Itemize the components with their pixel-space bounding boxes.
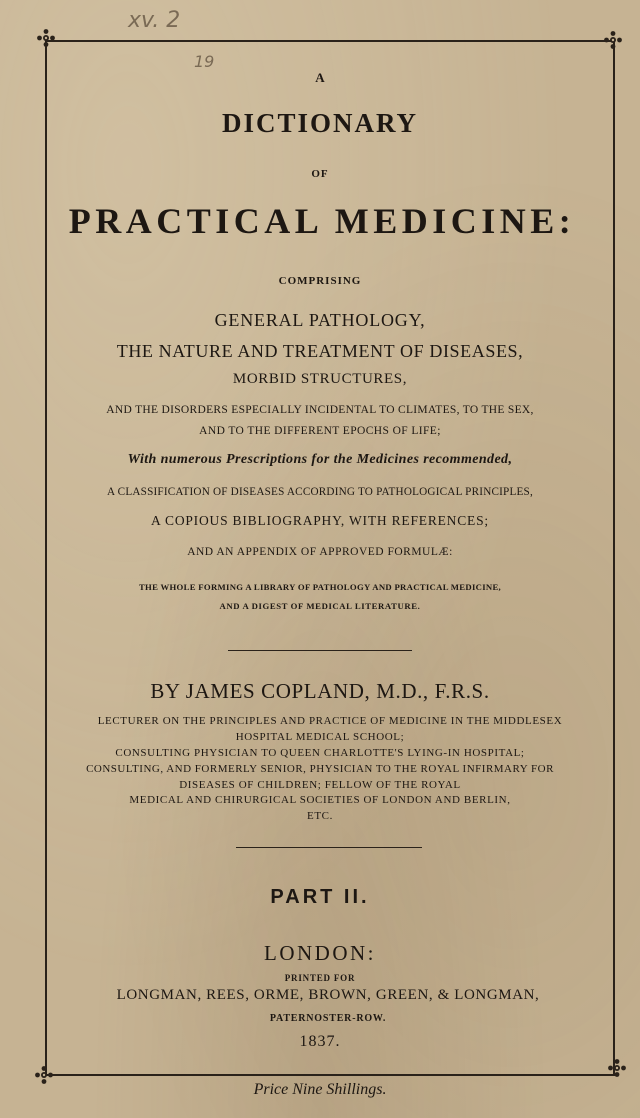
- corner-ornament-icon: [607, 1058, 627, 1078]
- title-line-9: AND AN APPENDIX OF APPROVED FORMULÆ:: [187, 546, 453, 558]
- author-credential-3: CONSULTING PHYSICIAN TO QUEEN CHARLOTTE'S LYING-IN HOSPITAL;: [115, 747, 525, 759]
- imprint-printed-for: PRINTED FOR: [284, 973, 356, 983]
- title-main: DICTIONARY: [221, 108, 419, 138]
- title-article: A: [315, 70, 325, 85]
- title-of: OF: [311, 168, 329, 180]
- pencil-number: 19: [194, 52, 215, 71]
- title-line-8: A COPIOUS BIBLIOGRAPHY, WITH REFERENCES;: [151, 513, 489, 528]
- title-line-11: AND A DIGEST OF MEDICAL LITERATURE.: [219, 601, 421, 611]
- imprint-year: 1837.: [299, 1033, 341, 1050]
- author-credential-2: HOSPITAL MEDICAL SCHOOL;: [235, 731, 405, 743]
- author-credential-1: LECTURER ON THE PRINCIPLES AND PRACTICE OF MEDICINE IN THE MIDDLESEX: [97, 715, 563, 727]
- shelfmark-note: xv. 2: [128, 8, 181, 33]
- title-comprising: COMPRISING: [278, 275, 362, 287]
- title-line-3: MORBID STRUCTURES,: [232, 371, 408, 387]
- title-line-2: THE NATURE AND TREATMENT OF DISEASES,: [116, 341, 524, 361]
- author-byline: BY JAMES COPLAND, M.D., F.R.S.: [150, 679, 490, 703]
- corner-ornament-icon: [36, 28, 56, 48]
- part-number: PART II.: [270, 886, 370, 908]
- title-line-5: AND TO THE DIFFERENT EPOCHS OF LIFE;: [199, 425, 441, 437]
- title-line-10: THE WHOLE FORMING A LIBRARY OF PATHOLOGY AND PRACTICAL MEDICINE,: [138, 582, 502, 592]
- frame-top-line: [46, 40, 614, 42]
- author-credential-5: DISEASES OF CHILDREN; FELLOW OF THE ROYAL: [179, 779, 461, 791]
- author-credential-4: CONSULTING, AND FORMERLY SENIOR, PHYSICIAN TO THE ROYAL INFIRMARY FOR: [86, 763, 554, 775]
- imprint-address: PATERNOSTER-ROW.: [269, 1013, 387, 1024]
- title-line-1: GENERAL PATHOLOGY,: [214, 310, 426, 330]
- frame-bottom-line: [44, 1074, 618, 1076]
- title-subject: PRACTICAL MEDICINE:: [68, 201, 576, 241]
- author-credential-7: ETC.: [307, 810, 333, 822]
- author-credential-6: MEDICAL AND CHIRURGICAL SOCIETIES OF LONDON AND BERLIN,: [129, 794, 511, 806]
- divider-rule: [228, 650, 412, 651]
- title-line-6: With numerous Prescriptions for the Medicines recommended,: [127, 452, 513, 467]
- imprint-city: LONDON:: [264, 941, 376, 965]
- divider-rule: [236, 847, 422, 848]
- corner-ornament-icon: [603, 30, 623, 50]
- imprint-publishers: LONGMAN, REES, ORME, BROWN, GREEN, & LONGMAN,: [116, 987, 540, 1003]
- title-line-4: AND THE DISORDERS ESPECIALLY INCIDENTAL TO CLIMATES, TO THE SEX,: [106, 404, 534, 416]
- title-line-7: A CLASSIFICATION OF DISEASES ACCORDING TO PATHOLOGICAL PRINCIPLES,: [107, 486, 533, 498]
- price-note: Price Nine Shillings.: [253, 1081, 387, 1098]
